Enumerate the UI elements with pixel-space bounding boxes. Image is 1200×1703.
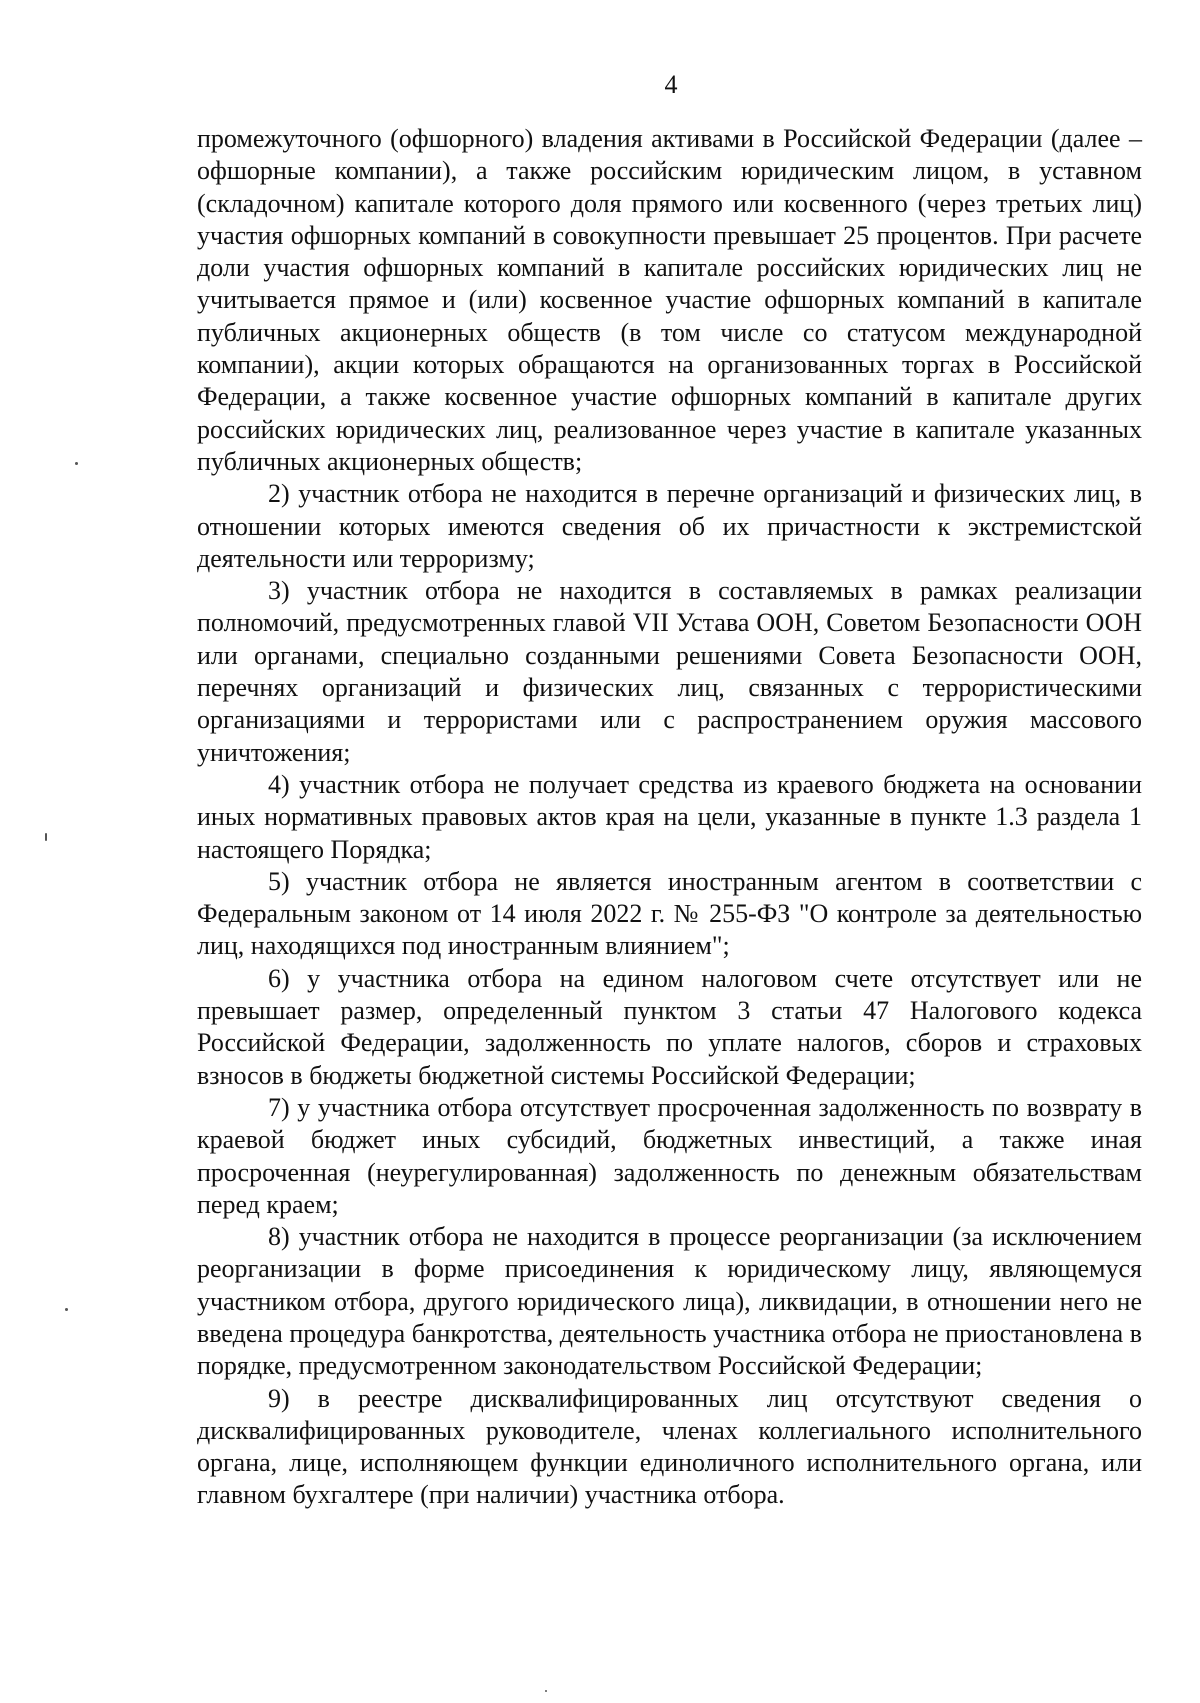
scan-speck <box>545 1690 547 1692</box>
page-number: 4 <box>664 70 678 99</box>
paragraph-item-3: 3) участник отбора не находится в составляемых в рамках реализации полномочий, предусмотренных главой VII Устава ООН, Советом Безопасности ООН или органами, специально созданными решениями Совета Безопасности ООН, перечнях организаций и физических лиц, связанных с террористическими организациями и террористами или с распространением оружия массового уничтожения; <box>197 576 1142 767</box>
document-body <box>197 123 1142 1512</box>
scan-speck <box>75 462 78 465</box>
paragraph-item-6: 6) у участника отбора на едином налоговом счете отсутствует или не превышает размер, определенный пунктом 3 статьи 47 Налогового кодекса Российской Федерации, задолженность по уплате налогов, сборов и страховых взносов в бюджеты бюджетной системы Российской Федерации; <box>197 963 1142 1090</box>
paragraph-item-8: 8) участник отбора не находится в процессе реорганизации (за исключением реорганизации в форме присоединения к юридическому лицу, являющемуся участником отбора, другого юридического лица), ликвидации, в отношении него не введена процедура банкротства, деятельность участника отбора не приостановлена в порядке, предусмотренном законодательством Российской Федерации; <box>197 1222 1142 1381</box>
scan-speck <box>45 833 47 841</box>
scan-speck <box>65 1308 68 1311</box>
paragraph-item-9: 9) в реестре дисквалифицированных лиц отсутствуют сведения о дисквалифицированных руководителе, членах коллегиального исполнительного органа, лице, исполняющем функции единоличного исполнительного органа, или главном бухгалтере (при наличии) участника отбора. <box>197 1383 1142 1510</box>
paragraph-offshore-continuation: промежуточного (офшорного) владения активами в Российской Федерации (далее – офшорные компании), а также российским юридическим лицом, в уставном (складочном) капитале которого доля прямого или косвенного (через третьих лиц) участия офшорных компаний в совокупности превышает 25 процентов. При расчете доли участия офшорных компаний в капитале российских юридических лиц не учитывается прямое и (или) косвенное участие офшорных компаний в капитале публичных акционерных обществ (в том числе со статусом международной компании), акции которых обращаются на организованных торгах в Российской Федерации, а также косвенное участие офшорных компаний в капитале других российских юридических лиц, реализованное через участие в капитале указанных публичных акционерных обществ; <box>197 124 1142 476</box>
paragraph-item-4: 4) участник отбора не получает средства из краевого бюджета на основании иных нормативных правовых актов края на цели, указанные в пункте 1.3 раздела 1 настоящего Порядка; <box>197 769 1142 864</box>
paragraph-item-5: 5) участник отбора не является иностранным агентом в соответствии с Федеральным законом от 14 июля 2022 г. № 255-ФЗ "О контроле за деятельностью лиц, находящихся под иностранным влиянием"; <box>197 866 1142 961</box>
paragraph-item-7: 7) у участника отбора отсутствует просроченная задолженность по возврату в краевой бюджет иных субсидий, бюджетных инвестиций, а также иная просроченная (неурегулированная) задолженность по денежным обязательствам перед краем; <box>197 1092 1142 1219</box>
paragraph-item-2: 2) участник отбора не находится в перечне организаций и физических лиц, в отношении которых имеются сведения об их причастности к экстремистской деятельности или терроризму; <box>197 479 1142 573</box>
